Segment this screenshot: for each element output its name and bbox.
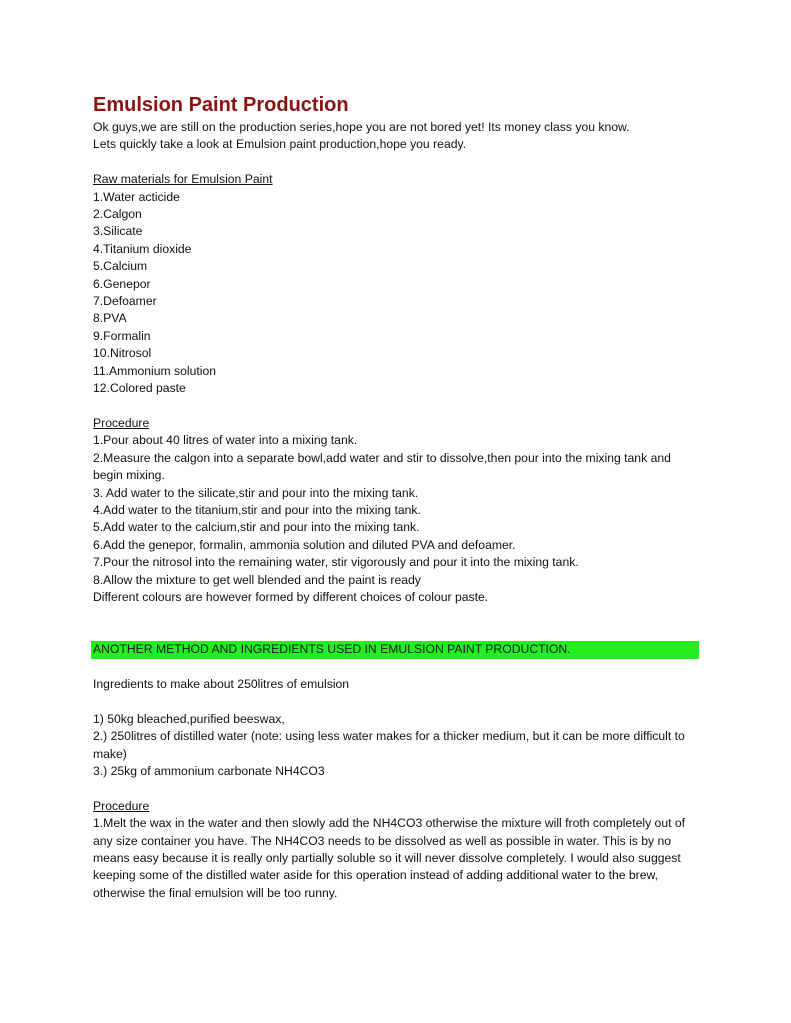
list-item: 4.Titanium dioxide: [93, 241, 192, 256]
intro-line: Ok guys,we are still on the production series,hope you are not bored yet! Its money class you know.: [93, 120, 630, 134]
list-item: 8.PVA: [93, 311, 127, 326]
procedure-heading: Procedure: [93, 415, 150, 430]
list-item: 2.Calgon: [93, 207, 142, 222]
document-body: [93, 93, 703, 902]
raw-materials-list: [93, 189, 703, 398]
procedure-heading: Procedure: [93, 798, 150, 813]
procedure-text: 1.Melt the wax in the water and then slowly add the NH4CO3 otherwise the mixture will froth completely out of any size container you have. The NH4CO3 needs to be dissolved as well as possible in water. This is by no means easy because it is really only partially soluble so it will never dissolve completely. I would also suggest keeping some of the distilled water aside for this operation instead of adding additional water to the brew, otherwise the final emulsion will be too runny.: [93, 816, 686, 900]
list-item: 7.Defoamer: [93, 294, 157, 309]
list-item: 5.Calcium: [93, 259, 148, 274]
list-item: 3.Silicate: [93, 224, 143, 239]
intro-line: Lets quickly take a look at Emulsion paint production,hope you ready.: [93, 137, 467, 152]
list-item: 1) 50kg bleached,purified beeswax,: [93, 711, 285, 726]
procedure-step: 6.Add the genepor, formalin, ammonia solution and diluted PVA and defoamer.: [93, 537, 516, 552]
ingredients-list: [93, 711, 703, 781]
list-item: 6.Genepor: [93, 276, 151, 291]
procedure-step: 2.Measure the calgon into a separate bowl,add water and stir to dissolve,then pour into the mixing tank and begin mixing.: [93, 450, 671, 483]
procedure-step: 8.Allow the mixture to get well blended and the paint is ready: [93, 572, 421, 587]
procedure-step: 5.Add water to the calcium,stir and pour into the mixing tank.: [93, 520, 420, 535]
procedure-step: 3. Add water to the silicate,stir and pour into the mixing tank.: [93, 485, 419, 500]
raw-materials-heading: Raw materials for Emulsion Paint: [93, 172, 273, 187]
ingredients-heading: Ingredients to make about 250litres of emulsion: [93, 676, 350, 691]
list-item: 9.Formalin: [93, 328, 151, 343]
procedure-step: 4.Add water to the titanium,stir and pour into the mixing tank.: [93, 502, 421, 517]
procedure-step: 7.Pour the nitrosol into the remaining water, stir vigorously and pour it into the mixing tank.: [93, 555, 579, 570]
list-item: 11.Ammonium solution: [93, 363, 217, 378]
list-item: 12.Colored paste: [93, 381, 186, 396]
list-item: 1.Water acticide: [93, 189, 180, 204]
list-item: 2.) 250litres of distilled water (note: using less water makes for a thicker medium, but it can be more difficult to make): [93, 729, 685, 761]
procedure-steps: [93, 432, 703, 589]
list-item: 10.Nitrosol: [93, 346, 152, 361]
procedure-step: 1.Pour about 40 litres of water into a mixing tank.: [93, 433, 358, 448]
procedure-note: Different colours are however formed by different choices of colour paste.: [93, 589, 489, 604]
section-banner: ANOTHER METHOD AND INGREDIENTS USED IN EMULSION PAINT PRODUCTION.: [91, 641, 699, 658]
list-item: 3.) 25kg of ammonium carbonate NH4CO3: [93, 763, 325, 778]
page-title: Emulsion Paint Production: [93, 94, 349, 116]
